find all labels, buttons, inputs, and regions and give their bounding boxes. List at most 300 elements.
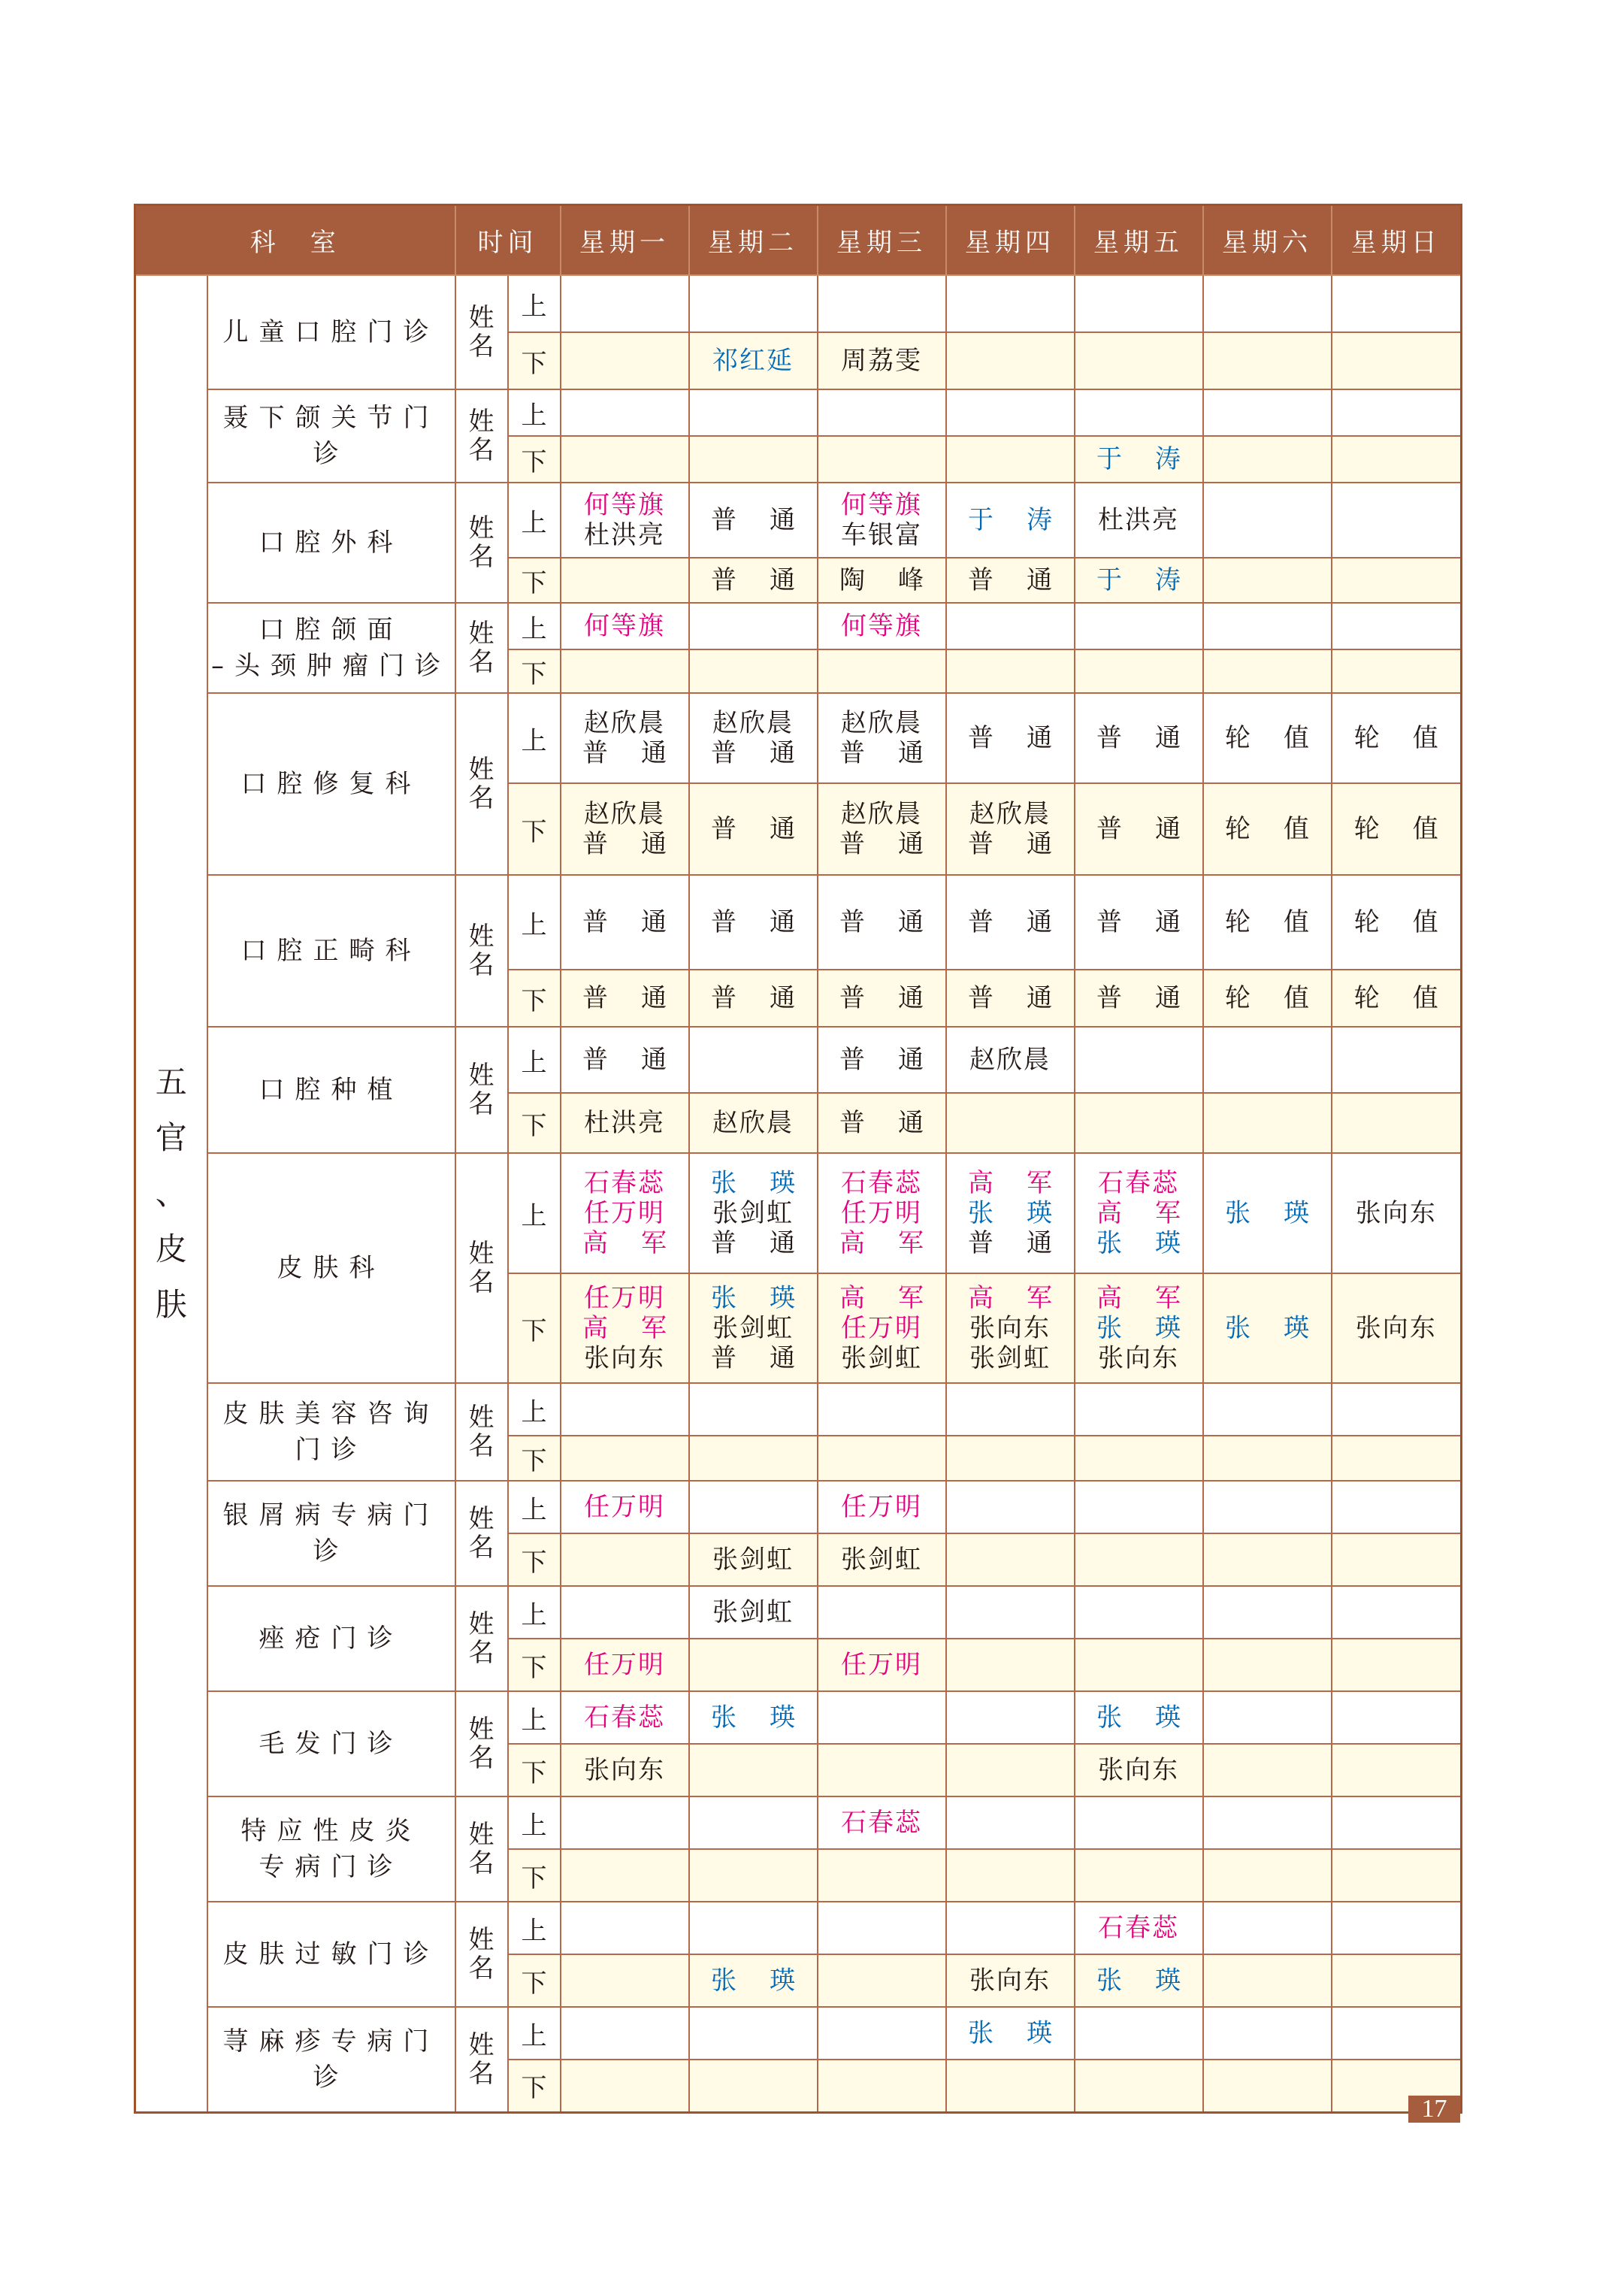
doctor-name: 张瑛 — [1225, 1198, 1342, 1228]
doctor-name: 轮值 — [1353, 814, 1471, 844]
schedule-cell — [1075, 1849, 1203, 1902]
slot-am: 上 — [508, 1153, 561, 1273]
header-day: 星期五 — [1075, 205, 1203, 276]
schedule-cell — [561, 603, 689, 649]
name-label-char: 名 — [468, 1089, 494, 1119]
schedule-cell — [1332, 1586, 1462, 1639]
schedule-cell — [1332, 558, 1462, 603]
schedule-cell — [689, 1273, 828, 1383]
schedule-cell — [1332, 1639, 1462, 1691]
department-name — [207, 1902, 455, 2007]
schedule-cell — [561, 1093, 689, 1153]
doctor-name: 石春蕊 — [584, 1168, 665, 1198]
schedule-cell — [1075, 275, 1203, 332]
department-name-text: 皮肤科 — [277, 1253, 386, 1283]
doctor-name: 普通 — [711, 814, 828, 844]
department-name — [207, 2007, 455, 2112]
schedule-cell — [561, 1027, 700, 1093]
doctor-name: 高军 — [1096, 1283, 1214, 1313]
schedule-cell — [561, 275, 689, 332]
schedule-cell — [561, 332, 689, 389]
doctor-name: 张剑虹 — [712, 1313, 794, 1343]
department-name-text: 口腔修复科 — [240, 769, 422, 799]
schedule-cell — [1075, 1436, 1203, 1481]
doctor-name: 普通 — [968, 565, 1085, 595]
name-label — [455, 1383, 508, 1481]
name-label-char: 名 — [468, 331, 494, 362]
name-label-char: 姓 — [468, 1925, 494, 1955]
schedule-cell — [1203, 1849, 1332, 1902]
category-char: 皮 — [155, 1230, 187, 1267]
department-name-line: 皮肤美容咨询 — [222, 1399, 440, 1429]
schedule-cell — [689, 332, 818, 389]
doctor-name: 普通 — [839, 738, 957, 768]
name-label-char: 姓 — [468, 1403, 494, 1433]
department-name — [207, 389, 455, 483]
schedule-cell — [561, 1796, 689, 1849]
doctor-name: 任万明 — [584, 1198, 665, 1228]
schedule-cell — [561, 558, 689, 603]
doctor-name: 任万明 — [841, 1650, 922, 1680]
slot-am: 上 — [508, 875, 561, 970]
category-cell — [135, 275, 207, 2112]
schedule-cell — [1075, 1691, 1214, 1744]
doctor-name: 普通 — [839, 1108, 957, 1138]
schedule-cell — [1332, 603, 1462, 649]
schedule-cell — [946, 1796, 1075, 1849]
name-label-char: 姓 — [468, 1715, 494, 1745]
department-name — [207, 1691, 455, 1796]
name-label-char: 名 — [468, 783, 494, 813]
schedule-row — [135, 1902, 1462, 1954]
header-day: 星期一 — [561, 205, 689, 276]
doctor-name: 高军 — [839, 1283, 957, 1313]
schedule-cell — [1203, 1481, 1332, 1533]
doctor-name: 高军 — [582, 1228, 700, 1258]
name-label-char: 姓 — [468, 1820, 494, 1850]
doctor-name: 高军 — [839, 1228, 957, 1258]
slot-pm: 下 — [508, 1436, 561, 1481]
schedule-cell — [1075, 693, 1214, 783]
schedule-cell — [1203, 275, 1332, 332]
slot-am: 上 — [508, 1902, 561, 1954]
name-label-char: 名 — [468, 1954, 494, 1984]
schedule-cell — [561, 1849, 689, 1902]
schedule-cell — [946, 603, 1075, 649]
schedule-cell — [818, 275, 946, 332]
schedule-row — [135, 603, 1462, 649]
schedule-row — [135, 1153, 1462, 1273]
doctor-name: 张瑛 — [1096, 1966, 1214, 1996]
schedule-cell — [1332, 1481, 1462, 1533]
name-label-char: 名 — [468, 1533, 494, 1563]
doctor-name: 祁红延 — [712, 346, 794, 376]
schedule-cell — [1075, 1744, 1203, 1796]
slot-am: 上 — [508, 1383, 561, 1436]
slot-am: 上 — [508, 2007, 561, 2060]
schedule-cell — [818, 2060, 946, 2112]
schedule-cell — [689, 783, 828, 875]
schedule-cell — [1075, 1383, 1203, 1436]
schedule-cell — [1075, 1027, 1203, 1093]
schedule-row — [135, 1027, 1462, 1093]
name-label-char: 名 — [468, 1638, 494, 1668]
schedule-cell — [689, 483, 828, 558]
slot-pm: 下 — [508, 649, 561, 693]
schedule-cell — [561, 1383, 689, 1436]
doctor-name: 普通 — [968, 723, 1085, 753]
schedule-cell — [946, 1481, 1075, 1533]
name-label-char: 姓 — [468, 922, 494, 952]
schedule-cell — [689, 1691, 828, 1744]
doctor-name: 赵欣晨 — [841, 708, 922, 738]
schedule-cell — [689, 1481, 818, 1533]
doctor-name: 陶峰 — [839, 565, 957, 595]
doctor-name: 张向东 — [1355, 1198, 1437, 1228]
schedule-cell — [561, 389, 689, 436]
schedule-cell — [561, 875, 700, 970]
schedule-cell — [818, 1436, 946, 1481]
schedule-cell — [946, 1954, 1075, 2007]
doctor-name: 赵欣晨 — [712, 708, 794, 738]
schedule-cell — [946, 1902, 1075, 1954]
schedule-cell — [818, 1796, 946, 1849]
name-label — [455, 389, 508, 483]
doctor-name: 张瑛 — [1096, 1313, 1214, 1343]
slot-am: 上 — [508, 1027, 561, 1093]
doctor-name: 普通 — [711, 565, 828, 595]
doctor-name: 张瑛 — [1225, 1313, 1342, 1343]
header-row — [135, 205, 1462, 276]
doctor-name: 车银富 — [841, 520, 922, 550]
schedule-cell — [1075, 875, 1214, 970]
schedule-cell — [1332, 1273, 1462, 1383]
name-label — [455, 603, 508, 693]
schedule-cell — [946, 1744, 1075, 1796]
schedule-cell — [1332, 970, 1471, 1027]
schedule-row — [135, 2007, 1462, 2060]
doctor-name: 任万明 — [584, 1650, 665, 1680]
department-name — [207, 275, 455, 389]
doctor-name: 石春蕊 — [1098, 1168, 1179, 1198]
doctor-name: 张向东 — [1098, 1755, 1179, 1785]
schedule-cell — [1203, 1273, 1342, 1383]
doctor-name: 高军 — [968, 1283, 1085, 1313]
doctor-name: 杜洪亮 — [584, 520, 665, 550]
schedule-cell — [689, 1849, 818, 1902]
name-label — [455, 693, 508, 875]
schedule-row — [135, 1383, 1462, 1436]
doctor-name: 普通 — [711, 983, 828, 1013]
doctor-name: 石春蕊 — [584, 1702, 665, 1733]
schedule-cell — [1332, 875, 1471, 970]
header-day: 星期三 — [818, 205, 946, 276]
name-label — [455, 483, 508, 603]
doctor-name: 轮值 — [1353, 907, 1471, 937]
department-name-line: 特应性皮炎 — [240, 1816, 422, 1846]
doctor-name: 普通 — [1096, 907, 1214, 937]
schedule-cell — [1203, 1027, 1332, 1093]
name-label-char: 名 — [468, 1743, 494, 1773]
schedule-cell — [689, 1902, 818, 1954]
schedule-cell — [818, 783, 957, 875]
slot-pm: 下 — [508, 1093, 561, 1153]
schedule-cell — [1332, 649, 1462, 693]
schedule-cell — [818, 483, 946, 558]
name-label-char: 名 — [468, 1431, 494, 1461]
schedule-cell — [946, 1273, 1085, 1383]
doctor-name: 何等旗 — [584, 490, 665, 520]
schedule-cell — [818, 1639, 946, 1691]
schedule-row — [135, 693, 1462, 783]
name-label-char: 姓 — [468, 2029, 494, 2060]
schedule-cell — [1203, 970, 1342, 1027]
doctor-name: 何等旗 — [841, 611, 922, 641]
schedule-cell — [818, 1691, 946, 1744]
department-name-text: 荨麻疹专病门诊 — [222, 2026, 440, 2093]
doctor-name: 普通 — [968, 829, 1085, 859]
schedule-cell — [1332, 389, 1462, 436]
department-name-line: 专病门诊 — [259, 1852, 404, 1882]
schedule-cell — [946, 1586, 1075, 1639]
schedule-cell — [561, 783, 700, 875]
doctor-name: 周荔雯 — [841, 346, 922, 376]
schedule-cell — [561, 1153, 700, 1273]
schedule-cell — [1075, 1153, 1214, 1273]
schedule-cell — [689, 1586, 818, 1639]
schedule-cell — [689, 1436, 818, 1481]
doctor-name: 张瑛 — [711, 1702, 828, 1733]
schedule-cell — [689, 558, 828, 603]
schedule-cell — [689, 649, 818, 693]
doctor-name: 赵欣晨 — [969, 799, 1051, 829]
schedule-cell — [818, 1586, 946, 1639]
name-label-char: 名 — [468, 1848, 494, 1878]
department-name — [207, 1383, 455, 1481]
schedule-cell — [818, 1744, 946, 1796]
schedule-cell — [818, 1093, 957, 1153]
schedule-cell — [818, 1027, 957, 1093]
schedule-cell — [561, 1744, 689, 1796]
slot-am: 上 — [508, 275, 561, 332]
schedule-cell — [689, 1093, 818, 1153]
department-name — [207, 1796, 455, 1902]
doctor-name: 任万明 — [584, 1283, 665, 1313]
doctor-name: 普通 — [839, 983, 957, 1013]
schedule-cell — [561, 1954, 689, 2007]
schedule-cell — [946, 483, 1085, 558]
schedule-cell — [1203, 693, 1342, 783]
schedule-cell — [561, 436, 689, 483]
schedule-row — [135, 1481, 1462, 1533]
schedule-cell — [946, 1849, 1075, 1902]
schedule-row — [135, 1691, 1462, 1744]
doctor-name: 张向东 — [1355, 1313, 1437, 1343]
name-label-char: 姓 — [468, 513, 494, 543]
schedule-cell — [818, 2007, 946, 2060]
department-name-text: 银屑病专病门诊 — [222, 1500, 440, 1566]
schedule-row — [135, 1796, 1462, 1849]
schedule-cell — [1332, 1954, 1462, 2007]
doctor-name: 普通 — [582, 738, 700, 768]
name-label-char: 名 — [468, 1267, 494, 1297]
schedule-cell — [689, 1533, 818, 1586]
name-label — [455, 1027, 508, 1153]
schedule-cell — [1203, 875, 1342, 970]
doctor-name: 普通 — [711, 738, 828, 768]
schedule-cell — [689, 1153, 828, 1273]
doctor-name: 张剑虹 — [712, 1198, 794, 1228]
doctor-name: 任万明 — [584, 1492, 665, 1522]
slot-am: 上 — [508, 1691, 561, 1744]
schedule-cell — [946, 1093, 1075, 1153]
schedule-cell — [1075, 483, 1203, 558]
schedule-cell — [1075, 1796, 1203, 1849]
schedule-cell — [1203, 1533, 1332, 1586]
doctor-name: 石春蕊 — [1098, 1913, 1179, 1943]
doctor-name: 张瑛 — [1096, 1702, 1214, 1733]
doctor-name: 何等旗 — [841, 490, 922, 520]
slot-pm: 下 — [508, 1954, 561, 2007]
schedule-cell — [818, 389, 946, 436]
department-name-line: 门诊 — [295, 1435, 367, 1465]
schedule-cell — [689, 1027, 818, 1093]
schedule-cell — [561, 1273, 700, 1383]
schedule-cell — [1332, 483, 1462, 558]
slot-pm: 下 — [508, 1744, 561, 1796]
schedule-cell — [946, 1691, 1075, 1744]
schedule-cell — [1075, 603, 1203, 649]
department-name-text: 痤疮门诊 — [259, 1624, 404, 1654]
schedule-cell — [1203, 332, 1332, 389]
schedule-cell — [1075, 1586, 1203, 1639]
slot-pm: 下 — [508, 1849, 561, 1902]
schedule-cell — [818, 1954, 946, 2007]
department-name — [207, 603, 455, 693]
doctor-name: 任万明 — [841, 1198, 922, 1228]
doctor-name: 普通 — [582, 907, 700, 937]
schedule-cell — [1075, 1639, 1203, 1691]
doctor-name: 轮值 — [1225, 723, 1342, 753]
schedule-cell — [689, 275, 818, 332]
doctor-name: 普通 — [839, 829, 957, 859]
doctor-name: 张剑虹 — [712, 1597, 794, 1627]
department-name — [207, 1481, 455, 1586]
schedule-cell — [1075, 1533, 1203, 1586]
doctor-name: 轮值 — [1225, 814, 1342, 844]
schedule-cell — [1332, 1691, 1462, 1744]
schedule-cell — [561, 693, 700, 783]
department-name — [207, 875, 455, 1027]
department-name-line: 口腔颌面 — [259, 615, 404, 645]
doctor-name: 张剑虹 — [841, 1343, 922, 1373]
schedule-cell — [1075, 389, 1203, 436]
schedule-cell — [561, 970, 700, 1027]
name-label-char: 姓 — [468, 1609, 494, 1639]
doctor-name: 高军 — [582, 1313, 700, 1343]
category-char: 官 — [155, 1118, 187, 1156]
doctor-name: 普通 — [711, 1343, 828, 1373]
name-label-char: 名 — [468, 2058, 494, 2089]
slot-am: 上 — [508, 693, 561, 783]
schedule-cell — [1075, 1093, 1203, 1153]
schedule-cell — [689, 436, 818, 483]
name-label-char: 姓 — [468, 619, 494, 649]
doctor-name: 普通 — [968, 907, 1085, 937]
schedule-cell — [1332, 332, 1462, 389]
schedule-cell — [689, 389, 818, 436]
schedule-cell — [1203, 1796, 1332, 1849]
schedule-row — [135, 1586, 1462, 1639]
schedule-cell — [1203, 483, 1332, 558]
schedule-cell — [818, 649, 946, 693]
doctor-name: 赵欣晨 — [969, 1045, 1051, 1075]
schedule-cell — [946, 436, 1075, 483]
schedule-cell — [1332, 1744, 1462, 1796]
name-label — [455, 2007, 508, 2112]
schedule-cell — [689, 1954, 828, 2007]
slot-am: 上 — [508, 1796, 561, 1849]
slot-pm: 下 — [508, 436, 561, 483]
schedule-cell — [946, 558, 1085, 603]
doctor-name: 普通 — [968, 983, 1085, 1013]
schedule-row — [135, 389, 1462, 436]
schedule-cell — [561, 2007, 689, 2060]
schedule-cell — [1075, 1902, 1203, 1954]
schedule-cell — [946, 2060, 1075, 2112]
doctor-name: 何等旗 — [584, 611, 665, 641]
doctor-name: 普通 — [582, 983, 700, 1013]
slot-pm: 下 — [508, 1273, 561, 1383]
doctor-name: 张向东 — [584, 1343, 665, 1373]
doctor-name: 张向东 — [1098, 1343, 1179, 1373]
doctor-name: 赵欣晨 — [584, 708, 665, 738]
schedule-table — [134, 204, 1471, 2114]
schedule-cell — [818, 1533, 946, 1586]
schedule-cell — [1203, 1902, 1332, 1954]
name-label-char: 姓 — [468, 1061, 494, 1091]
department-name-text: 毛发门诊 — [259, 1729, 404, 1759]
name-label-char: 名 — [468, 542, 494, 572]
name-label — [455, 1796, 508, 1902]
schedule-cell — [1332, 1849, 1462, 1902]
schedule-cell — [946, 693, 1085, 783]
schedule-cell — [1075, 558, 1214, 603]
schedule-cell — [1203, 1954, 1332, 2007]
category-char: 五 — [155, 1063, 187, 1100]
schedule-cell — [1332, 275, 1462, 332]
schedule-cell — [1332, 1153, 1462, 1273]
schedule-row — [135, 483, 1462, 558]
name-label — [455, 875, 508, 1027]
doctor-name: 杜洪亮 — [584, 1108, 665, 1138]
schedule-cell — [1075, 1954, 1214, 2007]
schedule-cell — [561, 2060, 689, 2112]
schedule-cell — [1075, 783, 1214, 875]
doctor-name: 石春蕊 — [841, 1808, 922, 1838]
schedule-cell — [689, 1639, 818, 1691]
doctor-name: 轮值 — [1353, 983, 1471, 1013]
schedule-cell — [818, 332, 946, 389]
schedule-cell — [1332, 1027, 1462, 1093]
department-name-text: 皮肤过敏门诊 — [222, 1939, 440, 1969]
slot-am: 上 — [508, 389, 561, 436]
schedule-cell — [1332, 783, 1471, 875]
schedule-cell — [689, 970, 828, 1027]
schedule-cell — [1075, 332, 1203, 389]
doctor-name: 普通 — [1096, 723, 1214, 753]
schedule-cell — [1332, 1093, 1462, 1153]
